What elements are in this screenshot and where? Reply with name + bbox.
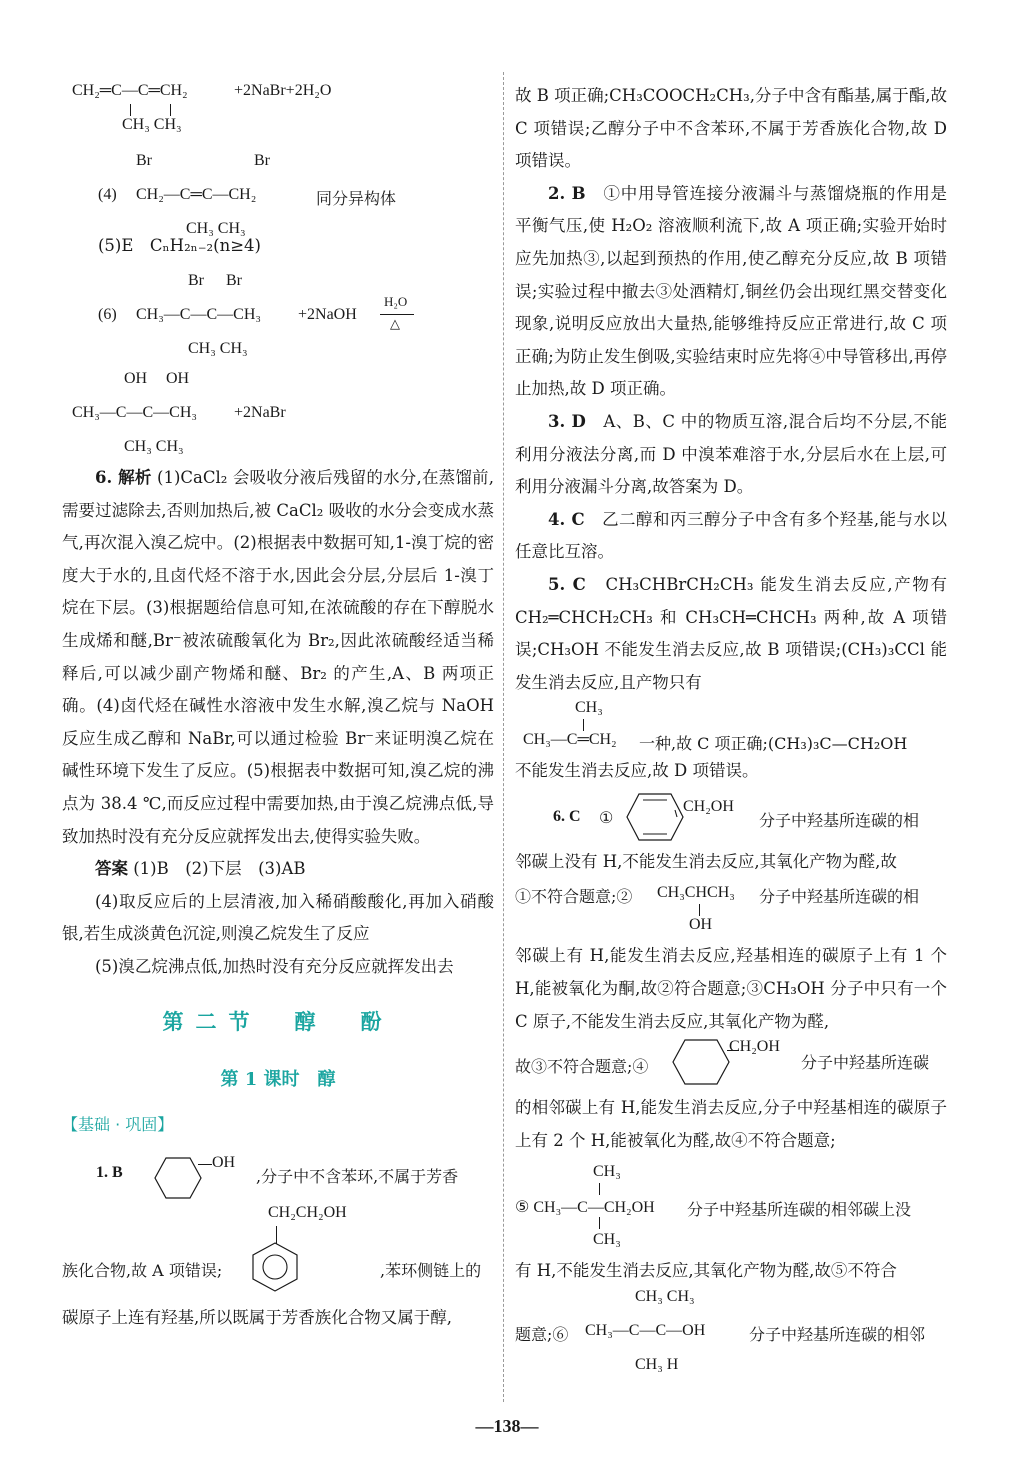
item-label: (4) bbox=[98, 186, 117, 203]
q1-text-4: 碳原子上连有羟基,所以既属于芳香族化合物又属于醇, bbox=[62, 1307, 452, 1327]
substituents: CH₃ CH₃ bbox=[124, 438, 184, 455]
substituents: CH₃ CH₃ bbox=[122, 116, 182, 133]
item-6-product bbox=[62, 364, 494, 460]
substituent: CH₂OH bbox=[729, 1038, 780, 1056]
q5-tail: 一种,故 C 项正确;(CH₃)₃C—CH₂OH bbox=[639, 734, 908, 754]
q6-line3 bbox=[515, 878, 947, 940]
arrow-condition: H₂O bbox=[384, 294, 408, 309]
substituent: Br bbox=[188, 272, 204, 289]
basics-tag: 【基础 · 巩固】 bbox=[62, 1114, 174, 1134]
substituent: OH bbox=[212, 1153, 236, 1171]
substituent: OH bbox=[124, 370, 148, 387]
formula: CH₃—C—C—OH bbox=[585, 1322, 706, 1340]
q6-text-9: 分子中羟基所连碳的相邻碳上没 bbox=[687, 1200, 912, 1220]
q3-number: 3. D bbox=[548, 411, 586, 431]
substituent: OH bbox=[166, 370, 190, 387]
q6-text-4: 分子中羟基所连碳的相 bbox=[759, 887, 920, 907]
item-6 bbox=[62, 272, 494, 364]
q6-text-11: 题意;⑥ bbox=[515, 1325, 569, 1345]
q4-number: 4. C bbox=[548, 509, 585, 529]
item-5 bbox=[62, 230, 494, 272]
answer-4: (4)取反应后的上层清液,加入稀硝酸酸化,再加入硝酸银,若生成淡黄色沉淀,则溴乙烷发生了反应 bbox=[62, 891, 494, 944]
substituent: CH₂OH bbox=[683, 797, 734, 815]
formula: CH₂═C—C═CH₂ bbox=[72, 82, 188, 99]
substituents: CH₃ CH₃ bbox=[186, 220, 246, 237]
substituents: CH₃ H bbox=[635, 1356, 679, 1374]
reaction-arrow bbox=[380, 314, 414, 315]
item-5-text: (5)E CₙH₂ₙ₋₂(n≥4) bbox=[98, 236, 261, 255]
substituent: CH₃ bbox=[593, 1231, 621, 1249]
formula: ⑤ CH₃—C—CH₂OH bbox=[515, 1199, 655, 1217]
note: 同分异构体 bbox=[316, 189, 397, 208]
formula: CH₂—C═C—CH₂ bbox=[136, 186, 257, 203]
q6-text-5: 邻碳上有 H,能发生消去反应,羟基相连的碳原子上有 1 个 H,能被氧化为酮,故②符合题意;③CH₃OH 分子中只有一个 C 原子,不能发生消去反应,其氧化产物为醛, bbox=[515, 946, 947, 1031]
benzene-ring-icon bbox=[252, 1242, 298, 1292]
substituents: CH₃ CH₃ bbox=[635, 1288, 695, 1306]
q1-continued: 故 B 项正确;CH₃COOCH₂CH₃,分子中含有酯基,属于酯,故 C 项错误;乙醇分子中不含苯环,不属于芳香族化合物,故 D 项错误。 bbox=[515, 86, 947, 171]
q1-line2 bbox=[62, 1200, 494, 1302]
q4-text: 乙二醇和丙三醇分子中含有多个羟基,能与水以任意比互溶。 bbox=[515, 509, 947, 562]
section-title: 第二节 醇 酚 bbox=[162, 1008, 394, 1034]
substituent: Br bbox=[254, 152, 270, 169]
q6-text-1: 分子中羟基所连碳的相 bbox=[759, 810, 920, 830]
lesson-heading bbox=[62, 1056, 494, 1112]
bond bbox=[599, 1217, 600, 1229]
formula-tail: +2NaOH bbox=[298, 306, 357, 323]
q6-text-6: 故③不符合题意;④ bbox=[515, 1057, 649, 1077]
q2 bbox=[515, 178, 947, 406]
q1-line1 bbox=[62, 1152, 494, 1200]
q5-number: 5. C bbox=[548, 574, 586, 594]
bond bbox=[699, 904, 700, 916]
substituent: OH bbox=[689, 916, 713, 934]
substituent: Br bbox=[136, 152, 152, 169]
item-4 bbox=[62, 142, 494, 237]
bond bbox=[198, 1164, 212, 1165]
page-number: —138— bbox=[475, 1416, 539, 1436]
side-chain: CH₂CH₂OH bbox=[268, 1203, 347, 1221]
q5 bbox=[515, 569, 947, 699]
q5-end: 不能发生消去反应,故 D 项错误。 bbox=[515, 761, 759, 781]
substituent: CH₃ bbox=[575, 699, 603, 717]
formula: CH₃—C—C—CH₃ bbox=[72, 404, 197, 421]
tag-row bbox=[62, 1112, 494, 1152]
q2-number: 2. B bbox=[548, 183, 586, 203]
equation-top bbox=[62, 70, 494, 142]
heat-symbol: △ bbox=[390, 316, 400, 331]
q6-number: 6. C bbox=[553, 807, 581, 825]
answer-5: (5)溴乙烷沸点低,加热时没有充分反应就挥发出去 bbox=[95, 956, 454, 976]
q1-text-3: ,苯环侧链上的 bbox=[380, 1260, 482, 1280]
q2-text: ①中用导管连接分液漏斗与蒸馏烧瓶的作用是平衡气压,使 H₂O₂ 溶液顺利流下,故 A 项正确;实验开始时应先加热③,以起到预热的作用,使乙醇充分反应,故 B 项错误;实验过程中撤去③处酒精灯,铜丝仍会出现红黑交替变化现象,说明反应放出大量热,能够维持反应正常进行,故 C 项正确;为防止发生倒吸,实验结束时应先将④中导管移出,再停止加热,故 D 项正确。 bbox=[515, 183, 948, 399]
q6-answer bbox=[62, 853, 494, 886]
q6-text-3: ①不符合题意;② bbox=[515, 887, 633, 907]
q1-text-2: 族化合物,故 A 项错误; bbox=[62, 1260, 223, 1280]
bond bbox=[599, 1183, 600, 1195]
lesson-title: 第 1 课时 醇 bbox=[220, 1068, 336, 1090]
q5-structure bbox=[515, 699, 947, 755]
q5-text: CH₃CHBrCH₂CH₃ 能发生消去反应,产物有 CH₂═CHCH₂CH₃ 和 CH₃CH═CHCH₃ 两种,故 A 项错误;CH₃OH 不能发生消去反应,故 B 项错误;(CH₃)₃CCl 能发生消去反应,且产物只有 bbox=[515, 574, 948, 692]
left-column bbox=[62, 70, 494, 1334]
formula: CH₃—C—C—CH₃ bbox=[136, 306, 261, 323]
substituent: CH₃ bbox=[593, 1163, 621, 1181]
q6-head: 6. 解析 bbox=[95, 468, 152, 487]
q6-text-7: 分子中羟基所连碳 bbox=[801, 1053, 930, 1073]
answer-1: (1)B (2)下层 (3)AB bbox=[133, 859, 306, 879]
substituents: CH₃ CH₃ bbox=[188, 340, 248, 357]
q6-line9 bbox=[515, 1157, 947, 1255]
q1-number: 1. B bbox=[96, 1163, 123, 1181]
q6-text-10: 有 H,不能发生消去反应,其氧化产物为醛,故⑤不符合 bbox=[515, 1261, 897, 1281]
formula: CH₃—C═CH₂ bbox=[523, 731, 617, 749]
q6-text: (1)CaCl₂ 会吸收分液后残留的水分,在蒸馏前,需要过滤除去,否则加热后,被 CaCl₂ 吸收的水分会变成水蒸气,再次混入溴乙烷中。(2)根据表中数据可知,1-溴丁烷的密度大于水的,且卤代烃不溶于水,因此会分层,分层后 1-溴丁烷在下层。(3)根据题给信息可知,在浓硫酸的存在下醇脱水生成烯和醚,Br⁻被浓硫酸氧化为 Br₂,因此浓硫酸经适当稀释后,可以减少副产物烯和醚、Br₂ 的产生,A、B 两项正确。(4)卤代烃在碱性水溶液中发生水解,溴乙烷与 NaOH 反应生成乙醇和 NaBr,可以通过检验 Br⁻来证明溴乙烷在碱性环境下发生了反应。(5)根据表中数据可知,溴乙烷的沸点为 38.4 ℃,而反应过程中需要加热,由于溴乙烷沸点低,导致加热时没有充分反应就挥发出去,使得实验失败。 bbox=[62, 468, 494, 846]
q6-text-2: 邻碳上没有 H,不能发生消去反应,其氧化产物为醛,故 bbox=[515, 851, 897, 871]
bond bbox=[170, 104, 171, 116]
cyclohexane-ring-icon bbox=[154, 1156, 202, 1200]
q3 bbox=[515, 406, 947, 504]
bond bbox=[583, 719, 584, 731]
section-heading bbox=[62, 984, 494, 1056]
q1-text-1: ,分子中不含苯环,不属于芳香 bbox=[256, 1166, 459, 1186]
column-divider bbox=[503, 72, 504, 1402]
q6-line11 bbox=[515, 1288, 947, 1374]
q6-text-12: 分子中羟基所连碳的相邻 bbox=[749, 1325, 926, 1345]
bond bbox=[130, 104, 131, 116]
q6-line1 bbox=[515, 788, 947, 846]
formula-tail: +2NaBr bbox=[234, 404, 286, 421]
benzene-ring-icon bbox=[625, 792, 685, 842]
q6-line6 bbox=[515, 1038, 947, 1092]
cyclohexane-ring-icon bbox=[671, 1038, 731, 1086]
formula: CH₃CHCH₃ bbox=[657, 884, 735, 902]
item-label: (6) bbox=[98, 306, 117, 323]
formula-tail: +2NaBr+2H₂O bbox=[234, 82, 332, 99]
q6-text-8: 的相邻碳上有 H,能发生消去反应,分子中羟基相连的碳原子上有 2 个 H,能被氧化为醛,故④不符合题意; bbox=[515, 1098, 947, 1150]
right-column bbox=[515, 70, 948, 1374]
item-marker: ① bbox=[599, 809, 614, 827]
substituent: Br bbox=[226, 272, 242, 289]
q3-text: A、B、C 中的物质互溶,混合后均不分层,不能利用分液法分离,而 D 中溴苯难溶于水,分层后水在上层,可利用分液漏斗分离,故答案为 D。 bbox=[515, 411, 948, 497]
q6-analysis bbox=[62, 462, 494, 853]
answer-head: 答案 bbox=[95, 859, 128, 879]
q4 bbox=[515, 504, 947, 569]
